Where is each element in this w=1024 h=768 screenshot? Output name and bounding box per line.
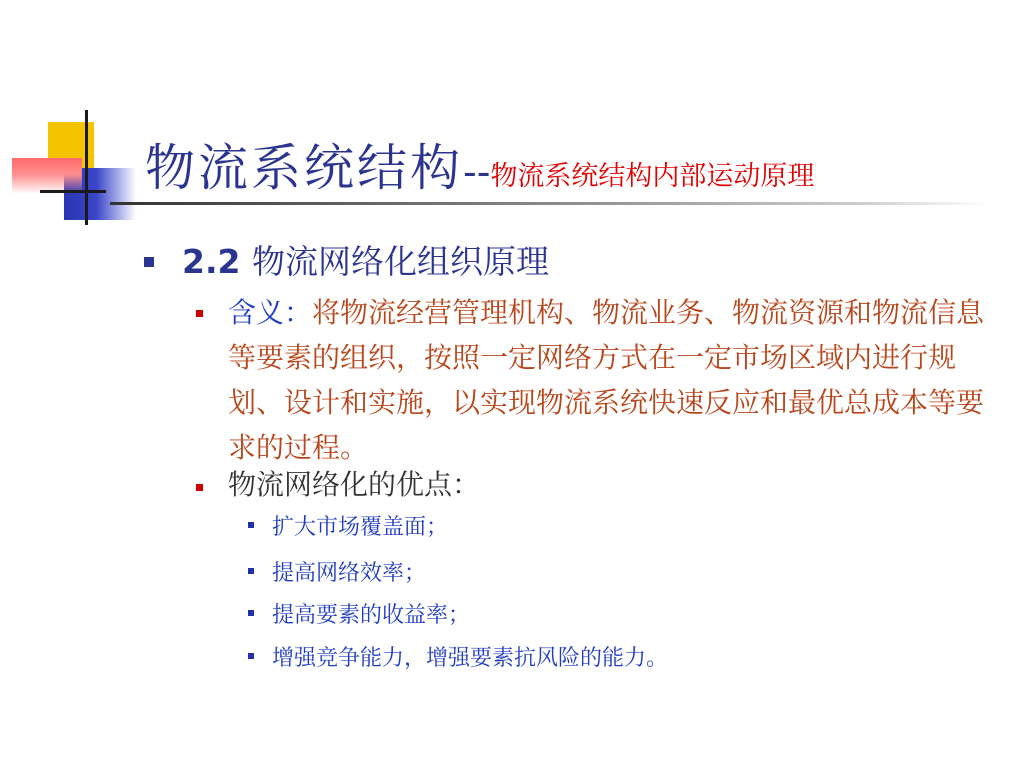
section-number: 2.2 <box>182 242 241 281</box>
bullet-square-icon <box>248 610 254 616</box>
logo-vertical-line <box>85 110 88 225</box>
definition-paragraph <box>228 290 988 470</box>
logo-horizontal-line <box>40 190 106 193</box>
title-main: 物流系统结构 <box>145 139 463 197</box>
slide-title <box>145 128 814 200</box>
bullet-square-icon <box>144 257 154 267</box>
definition-label: 含义： <box>228 296 313 329</box>
definition-text: 将物流经营管理机构、物流业务、物流资源和物流信息等要素的组织，按照一定网络方式在一定市场区域内进行规划、设计和实施，以实现物流系统快速反应和最优总成本等要求的过程。 <box>228 296 985 464</box>
logo-red-square <box>12 158 82 194</box>
title-subtitle: 物流系统结构内部运动原理 <box>490 161 815 192</box>
bullet-square-icon <box>248 653 254 659</box>
bullet-square-icon <box>196 310 203 317</box>
advantages-heading: 物流网络化的优点： <box>228 468 481 501</box>
bullet-square-icon <box>196 484 203 491</box>
title-dash: -- <box>463 150 491 194</box>
title-underline <box>110 202 990 205</box>
section-title: 物流网络化组织原理 <box>251 242 549 281</box>
bullet-square-icon <box>248 522 254 528</box>
advantage-item: 扩大市场覆盖面； <box>272 515 449 540</box>
advantage-item: 提高要素的收益率； <box>272 603 471 628</box>
advantage-item: 提高网络效率； <box>272 561 427 586</box>
advantage-item: 增强竞争能力，增强要素抗风险的能力。 <box>272 646 669 671</box>
bullet-square-icon <box>248 568 254 574</box>
section-heading <box>182 236 549 283</box>
